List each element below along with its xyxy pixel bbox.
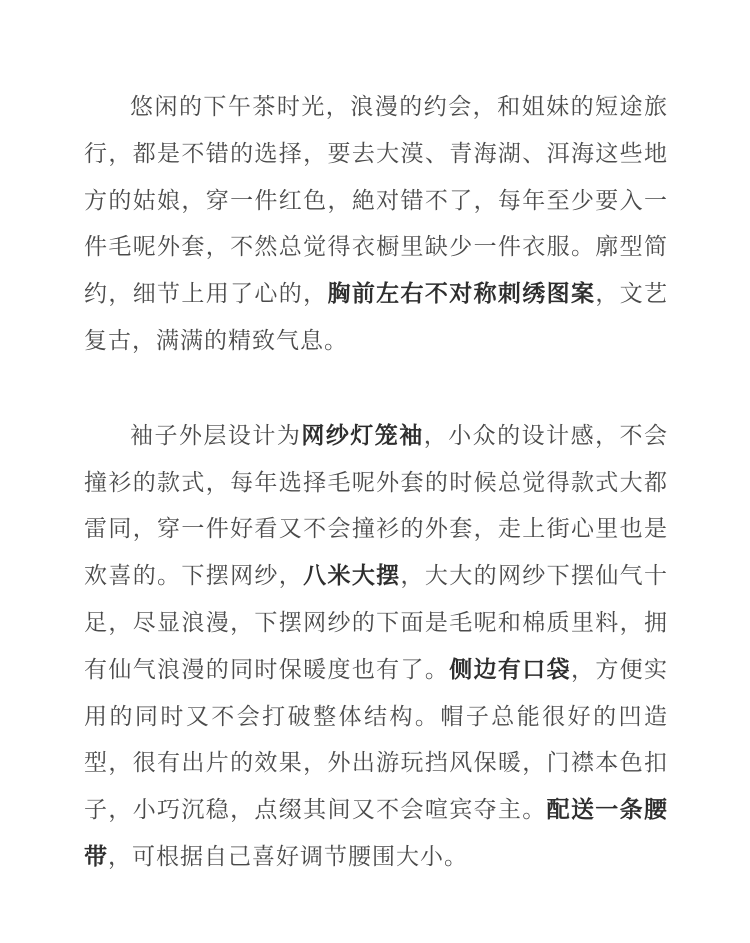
- product-description: [84, 84, 668, 881]
- highlight-lantern-sleeves: 网纱灯笼袖: [301, 422, 424, 449]
- text-run: 悠闲的下午茶时光，浪漫的约会，和姐妹的短途旅行，都是不错的选择，要去大漠、青海湖、洱海这些地方的姑娘，穿一件红色，絶对错不了，每年至少要入一件毛呢外套，不然总觉得衣橱里缺少一件衣服。廓型简约，细节上用了心的，: [84, 94, 668, 308]
- paragraph-design-details: [84, 413, 668, 881]
- paragraph-style-intro: [84, 84, 668, 365]
- text-run: ，小众的设计感，不会撞衫的款式，每年选择毛呢外套的时候总觉得款式大都雷同，穿一件好看又不会撞衫的外套，走上街心里也是欢喜的。下摆网纱，: [84, 422, 669, 590]
- text-run: 袖子外层设计为: [130, 422, 302, 449]
- highlight-side-pockets: 侧边有口袋: [449, 656, 571, 683]
- highlight-embroidery: 胸前左右不对称刺绣图案: [327, 281, 596, 308]
- highlight-eight-meter-hem: 八米大摆: [303, 563, 401, 590]
- text-run: ，大大的网纱下摆仙气十足，尽显浪漫，下摆网纱的下面是毛呢和棉质里料，拥有仙气浪漫的同时保暖度也有了。: [84, 563, 669, 683]
- text-run: ，方便实用的同时又不会打破整体结构。帽子总能很好的凹造型，很有出片的效果，外出游玩挡风保暖，门襟本色扣子，小巧沉稳，点缀其间又不会喧宾夺主。: [84, 656, 669, 824]
- text-run: ，文艺复古，满满的精致气息。: [84, 281, 669, 354]
- text-run: ，可根据自己喜好调节腰围大小。: [108, 843, 468, 870]
- highlight-belt-included: 配送一条腰带: [84, 797, 669, 870]
